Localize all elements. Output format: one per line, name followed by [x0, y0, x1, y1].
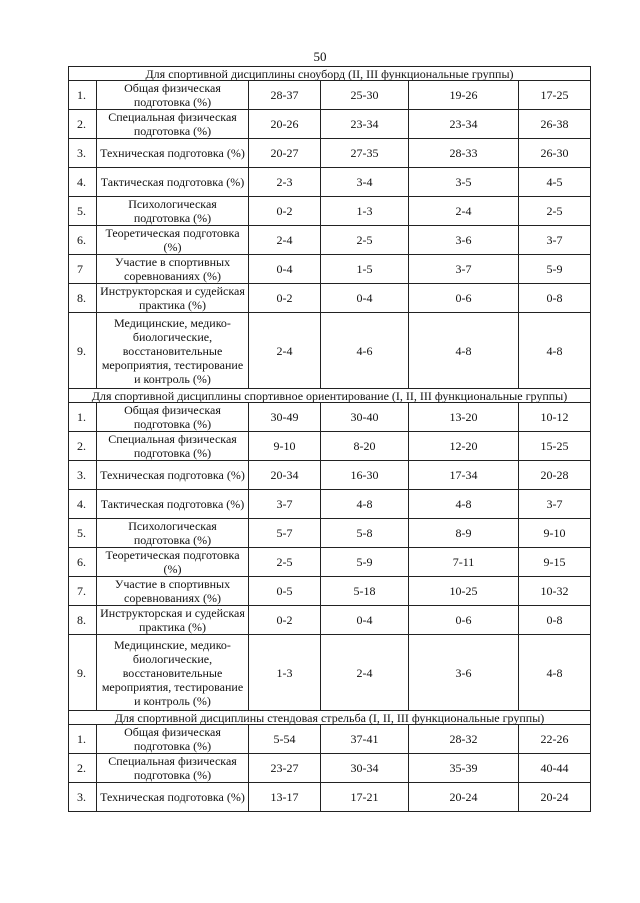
table-row	[69, 432, 591, 461]
table-row	[69, 548, 591, 577]
value-cell: 23-27	[249, 754, 321, 783]
table-row	[69, 519, 591, 548]
row-label: Специальная физическая подготовка (%)	[97, 110, 249, 139]
value-cell: 1-3	[249, 635, 321, 711]
row-number: 2.	[69, 110, 97, 139]
value-cell: 0-6	[409, 284, 519, 313]
value-cell: 20-24	[519, 783, 591, 812]
table-row	[69, 577, 591, 606]
value-cell: 9-10	[519, 519, 591, 548]
row-label: Общая физическая подготовка (%)	[97, 725, 249, 754]
value-cell: 20-28	[519, 461, 591, 490]
table-row	[69, 168, 591, 197]
value-cell: 22-26	[519, 725, 591, 754]
value-cell: 2-4	[249, 313, 321, 389]
value-cell: 0-2	[249, 284, 321, 313]
row-label: Техническая подготовка (%)	[97, 783, 249, 812]
value-cell: 5-7	[249, 519, 321, 548]
value-cell: 0-2	[249, 197, 321, 226]
value-cell: 2-4	[249, 226, 321, 255]
value-cell: 0-4	[321, 284, 409, 313]
table-row	[69, 783, 591, 812]
value-cell: 9-10	[249, 432, 321, 461]
row-label: Теоретическая подготовка (%)	[97, 226, 249, 255]
row-number: 7	[69, 255, 97, 284]
value-cell: 19-26	[409, 81, 519, 110]
value-cell: 0-5	[249, 577, 321, 606]
value-cell: 2-4	[321, 635, 409, 711]
row-number: 6.	[69, 548, 97, 577]
value-cell: 0-2	[249, 606, 321, 635]
section-header-row	[69, 711, 591, 725]
row-label: Психологическая подготовка (%)	[97, 519, 249, 548]
value-cell: 2-5	[519, 197, 591, 226]
row-number: 2.	[69, 754, 97, 783]
value-cell: 37-41	[321, 725, 409, 754]
value-cell: 20-34	[249, 461, 321, 490]
row-number: 1.	[69, 725, 97, 754]
section-title: Для спортивной дисциплины стендовая стрельба (I, II, III функциональные группы)	[69, 711, 591, 725]
row-number: 5.	[69, 197, 97, 226]
value-cell: 5-18	[321, 577, 409, 606]
value-cell: 27-35	[321, 139, 409, 168]
training-distribution-table	[68, 66, 591, 812]
value-cell: 10-25	[409, 577, 519, 606]
value-cell: 2-3	[249, 168, 321, 197]
row-label: Теоретическая подготовка (%)	[97, 548, 249, 577]
row-number: 3.	[69, 783, 97, 812]
table-row	[69, 139, 591, 168]
table-row	[69, 313, 591, 389]
value-cell: 10-12	[519, 403, 591, 432]
row-label: Техническая подготовка (%)	[97, 461, 249, 490]
value-cell: 5-9	[519, 255, 591, 284]
row-number: 3.	[69, 139, 97, 168]
table-row	[69, 754, 591, 783]
value-cell: 4-8	[519, 313, 591, 389]
row-label: Техническая подготовка (%)	[97, 139, 249, 168]
value-cell: 20-27	[249, 139, 321, 168]
row-label: Психологическая подготовка (%)	[97, 197, 249, 226]
value-cell: 23-34	[409, 110, 519, 139]
row-label: Инструкторская и судейская практика (%)	[97, 284, 249, 313]
section-title: Для спортивной дисциплины спортивное ориентирование (I, II, III функциональные группы)	[69, 389, 591, 403]
value-cell: 3-7	[519, 490, 591, 519]
value-cell: 26-30	[519, 139, 591, 168]
value-cell: 3-7	[249, 490, 321, 519]
value-cell: 8-20	[321, 432, 409, 461]
row-number: 9.	[69, 635, 97, 711]
value-cell: 26-38	[519, 110, 591, 139]
row-number: 2.	[69, 432, 97, 461]
value-cell: 4-6	[321, 313, 409, 389]
value-cell: 30-49	[249, 403, 321, 432]
value-cell: 23-34	[321, 110, 409, 139]
value-cell: 3-6	[409, 635, 519, 711]
value-cell: 4-8	[409, 313, 519, 389]
value-cell: 13-20	[409, 403, 519, 432]
row-label: Медицинские, медико-биологические, восстановительные мероприятия, тестирование и контроль (%)	[97, 635, 249, 711]
value-cell: 2-4	[409, 197, 519, 226]
page-number: 50	[313, 49, 327, 64]
section-title: Для спортивной дисциплины сноуборд (II, III функциональные группы)	[69, 67, 591, 81]
value-cell: 9-15	[519, 548, 591, 577]
value-cell: 0-4	[249, 255, 321, 284]
value-cell: 7-11	[409, 548, 519, 577]
row-number: 4.	[69, 168, 97, 197]
row-label: Специальная физическая подготовка (%)	[97, 432, 249, 461]
value-cell: 1-5	[321, 255, 409, 284]
value-cell: 15-25	[519, 432, 591, 461]
row-number: 8.	[69, 606, 97, 635]
value-cell: 28-33	[409, 139, 519, 168]
row-number: 3.	[69, 461, 97, 490]
value-cell: 17-34	[409, 461, 519, 490]
row-label: Общая физическая подготовка (%)	[97, 81, 249, 110]
row-label: Инструкторская и судейская практика (%)	[97, 606, 249, 635]
row-label: Тактическая подготовка (%)	[97, 168, 249, 197]
value-cell: 0-4	[321, 606, 409, 635]
table-row	[69, 606, 591, 635]
table-row	[69, 81, 591, 110]
table-row	[69, 226, 591, 255]
value-cell: 5-8	[321, 519, 409, 548]
row-number: 7.	[69, 577, 97, 606]
row-label: Специальная физическая подготовка (%)	[97, 754, 249, 783]
table-row	[69, 635, 591, 711]
row-label: Участие в спортивных соревнованиях (%)	[97, 255, 249, 284]
table-row	[69, 725, 591, 754]
section-header-row	[69, 67, 591, 81]
value-cell: 1-3	[321, 197, 409, 226]
table-row	[69, 490, 591, 519]
value-cell: 2-5	[249, 548, 321, 577]
value-cell: 17-25	[519, 81, 591, 110]
row-label: Тактическая подготовка (%)	[97, 490, 249, 519]
row-number: 4.	[69, 490, 97, 519]
value-cell: 30-40	[321, 403, 409, 432]
value-cell: 35-39	[409, 754, 519, 783]
value-cell: 5-54	[249, 725, 321, 754]
value-cell: 3-7	[519, 226, 591, 255]
value-cell: 30-34	[321, 754, 409, 783]
row-label: Участие в спортивных соревнованиях (%)	[97, 577, 249, 606]
value-cell: 2-5	[321, 226, 409, 255]
row-label: Медицинские, медико-биологические, восстановительные мероприятия, тестирование и контроль (%)	[97, 313, 249, 389]
section-header-row	[69, 389, 591, 403]
value-cell: 3-5	[409, 168, 519, 197]
row-number: 1.	[69, 81, 97, 110]
table-row	[69, 403, 591, 432]
row-number: 6.	[69, 226, 97, 255]
value-cell: 3-4	[321, 168, 409, 197]
value-cell: 13-17	[249, 783, 321, 812]
row-number: 8.	[69, 284, 97, 313]
row-number: 1.	[69, 403, 97, 432]
value-cell: 28-32	[409, 725, 519, 754]
value-cell: 8-9	[409, 519, 519, 548]
value-cell: 0-6	[409, 606, 519, 635]
value-cell: 25-30	[321, 81, 409, 110]
value-cell: 28-37	[249, 81, 321, 110]
row-number: 9.	[69, 313, 97, 389]
row-number: 5.	[69, 519, 97, 548]
value-cell: 0-8	[519, 284, 591, 313]
table-row	[69, 197, 591, 226]
value-cell: 16-30	[321, 461, 409, 490]
value-cell: 17-21	[321, 783, 409, 812]
value-cell: 5-9	[321, 548, 409, 577]
table-row	[69, 110, 591, 139]
value-cell: 4-8	[519, 635, 591, 711]
value-cell: 3-6	[409, 226, 519, 255]
value-cell: 3-7	[409, 255, 519, 284]
value-cell: 40-44	[519, 754, 591, 783]
value-cell: 10-32	[519, 577, 591, 606]
table-row	[69, 284, 591, 313]
value-cell: 4-8	[409, 490, 519, 519]
table-row	[69, 255, 591, 284]
value-cell: 20-26	[249, 110, 321, 139]
value-cell: 4-8	[321, 490, 409, 519]
value-cell: 4-5	[519, 168, 591, 197]
value-cell: 0-8	[519, 606, 591, 635]
table-row	[69, 461, 591, 490]
value-cell: 12-20	[409, 432, 519, 461]
value-cell: 20-24	[409, 783, 519, 812]
row-label: Общая физическая подготовка (%)	[97, 403, 249, 432]
